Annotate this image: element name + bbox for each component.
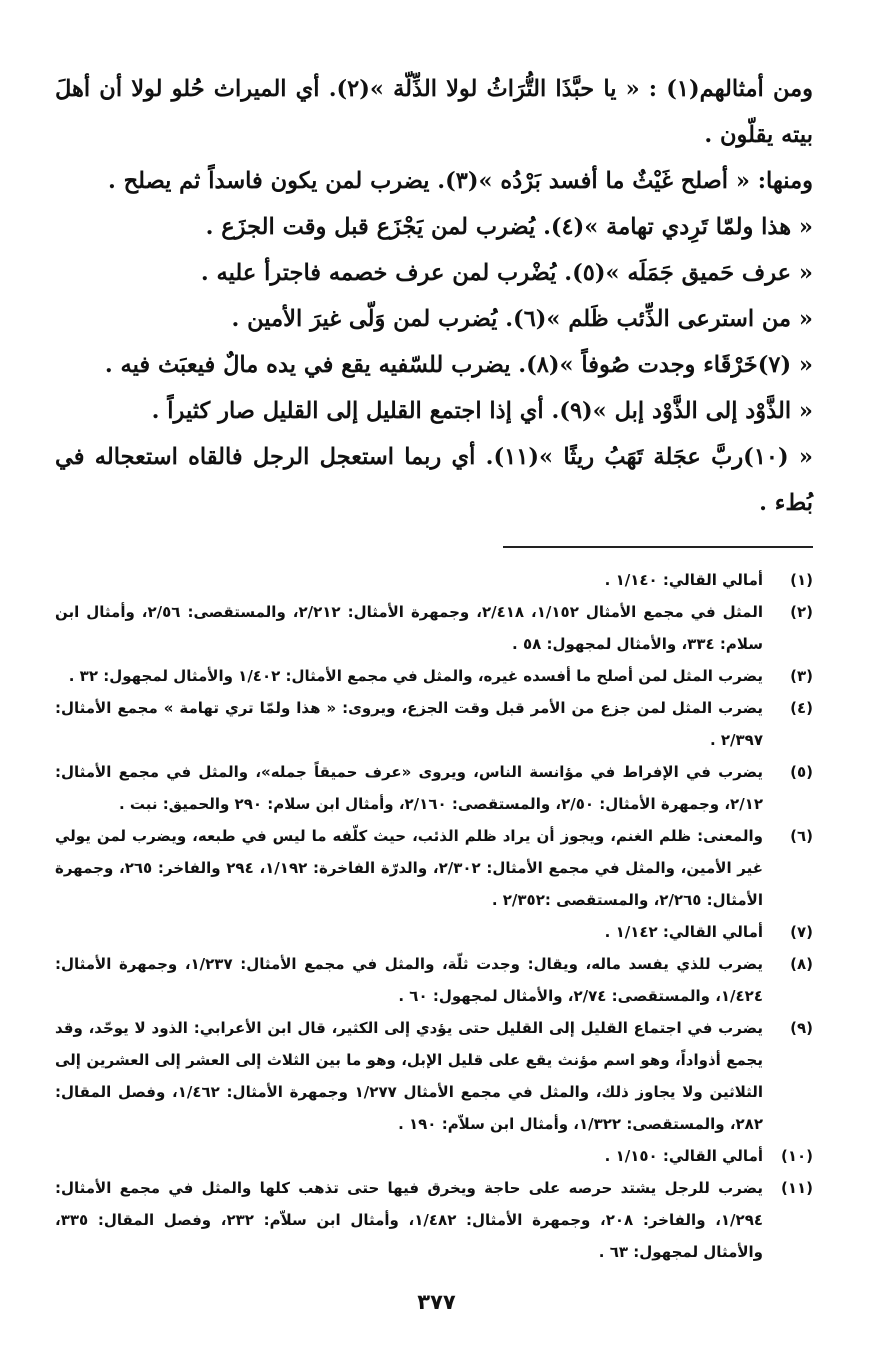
proverb-4: « من استرعى الذِّئب ظَلم »(٦). يُضرب لمن وَلّى غيرَ الأمين . <box>231 306 813 332</box>
footnote-text: المثل في مجمع الأمثال ١/١٥٢، ٢/٤١٨، وجمهرة الأمثال: ٢/٢١٢، والمستقصى: ٢/٥٦، وأمثال ابن سلام: ٣٣٤، والأمثال لمجهول: ٥٨ . <box>55 603 763 653</box>
proverb-2: « هذا ولمّا تَرِدي تهامة »(٤). يُضرب لمن يَجْزَع قبل وقت الجزَع . <box>205 214 813 240</box>
footnote <box>55 660 813 692</box>
proverb-5: « (٧)خَرْقَاء وجدت صُوفاً »(٨). يضرب للسّفيه يقع في يده مالٌ فيعبَث فيه . <box>104 352 813 378</box>
footnote-number: (٢) <box>790 603 813 621</box>
page-number: ٣٧٧ <box>417 1290 456 1314</box>
footnote-text: يضرب المثل لمن جزع من الأمر قبل وقت الجزع، ويروى: « هذا ولمّا تري تهامة » مجمع الأمثال: ٢/٣٩٧ . <box>55 699 763 749</box>
footnote-number: (٦) <box>790 827 813 845</box>
footnote <box>55 692 813 756</box>
footnote <box>55 820 813 916</box>
footnote-number: (١) <box>790 571 813 589</box>
footnote-number: (٣) <box>790 667 813 685</box>
footnote <box>55 1172 813 1268</box>
proverb-1: ومنها: « أصلح غَيْثٌ ما أفسد بَرْدُه »(٣). يضرب لمن يكون فاسداً ثم يصلح . <box>107 168 813 194</box>
footnote-text: والمعنى: ظلم الغنم، ويجوز أن يراد ظلم الذئب، حيث كلّفه ما ليس في طبعه، ويضرب لمن يولي غير الأمين، والمثل في مجمع الأمثال: ٢/٣٠٢، والدرّة الفاخرة: ١/١٩٢، ٢٩٤ والفاخر: ٢٦٥، وجمهرة الأمثال: ٢/٢٦٥، والمستقصى :٢/٣٥٢ . <box>55 827 763 909</box>
footnote-number: (٨) <box>790 955 813 973</box>
footnote-text: يضرب للرجل يشتد حرصه على حاجة ويخرق فيها حتى تذهب كلها والمثل في مجمع الأمثال: ١/٢٩٤، والفاخر: ٢٠٨، وجمهرة الأمثال: ١/٤٨٢، وأمثال ابن سلاّم: ٢٣٢، وفصل المقال: ٣٣٥، والأمثال لمجهول: ٦٣ . <box>55 1179 764 1261</box>
footnote <box>55 1012 813 1140</box>
paragraph-intro: ومن أمثالهم(١) : « يا حبَّذَا التُّرَاثُ لولا الذِّلّة »(٢). أي الميراث حُلو لولا أن أهلَ بيته يقلّون . <box>55 76 813 148</box>
proverb-7: « (١٠)ربَّ عجَلة تَهَبُ ريثًا »(١١). أي ربما استعجل الرجل فالقاه استعجاله في بُطء . <box>55 444 813 516</box>
footnote-text: يضرب المثل لمن أصلح ما أفسده غيره، والمثل في مجمع الأمثال: ١/٤٠٢ والأمثال لمجهول: ٣٢ . <box>68 667 763 685</box>
footnote <box>55 948 813 1012</box>
footnote-number: (١١) <box>780 1179 813 1197</box>
footnote-number: (٧) <box>790 923 813 941</box>
footnote <box>55 596 813 660</box>
footnote <box>55 916 813 948</box>
footnote-number: (١٠) <box>780 1147 813 1165</box>
footnote-text: يضرب في الإفراط في مؤانسة الناس، ويروى «عرف حميقاً جمله»، والمثل في مجمع الأمثال: ٢/١٢، وجمهرة الأمثال: ٢/٥٠، والمستقصى: ٢/١٦٠، وأمثال ابن سلام: ٢٩٠ والحميق: نبت . <box>55 763 763 813</box>
footnote-text: أمالي القالي: ١/١٤٠ . <box>604 571 763 589</box>
footnote-text: أمالي القالي: ١/١٥٠ . <box>604 1147 763 1165</box>
footnote-text: يضرب للذي يفسد ماله، ويقال: وجدت ثلّة، والمثل في مجمع الأمثال: ١/٢٣٧، وجمهرة الأمثال: ١/٤٢٤، والمستقصى: ٢/٧٤، والأمثال لمجهول: ٦٠ . <box>55 955 763 1005</box>
footnote <box>55 1140 813 1172</box>
footnote-number: (٩) <box>790 1019 813 1037</box>
footnote-text: يضرب في اجتماع القليل إلى القليل حتى يؤدي إلى الكثير، قال ابن الأعرابي: الذود لا يوحّد، وقد يجمع أذواداً، وهو اسم مؤنث يقع على قليل الإبل، وهو ما بين الثلاث إلى العشر إلى العشرين إلى الثلاثين ولا يجاوز ذلك، والمثل في مجمع الأمثال ١/٢٧٧ وجمهرة الأمثال: ١/٤٦٢، وفصل المقال: ٢٨٢، والمستقصى: ١/٣٢٢، وأمثال ابن سلاّم: ١٩٠ . <box>55 1019 764 1133</box>
proverb-6: « الذَّوْد إلى الذَّوْد إبل »(٩). أي إذا اجتمع القليل إلى القليل صار كثيراً . <box>151 398 813 424</box>
footnote-text: أمالي القالي: ١/١٤٢ . <box>604 923 763 941</box>
proverb-3: « عرف حَميق جَمَلَه »(٥). يُضْرب لمن عرف خصمه فاجترأ عليه . <box>200 260 813 286</box>
main-text <box>55 66 813 526</box>
footnotes <box>55 564 813 1268</box>
footnote-number: (٤) <box>790 699 813 717</box>
footnote <box>55 564 813 596</box>
footnote-separator <box>503 546 813 548</box>
footnote-number: (٥) <box>790 763 813 781</box>
footnote <box>55 756 813 820</box>
